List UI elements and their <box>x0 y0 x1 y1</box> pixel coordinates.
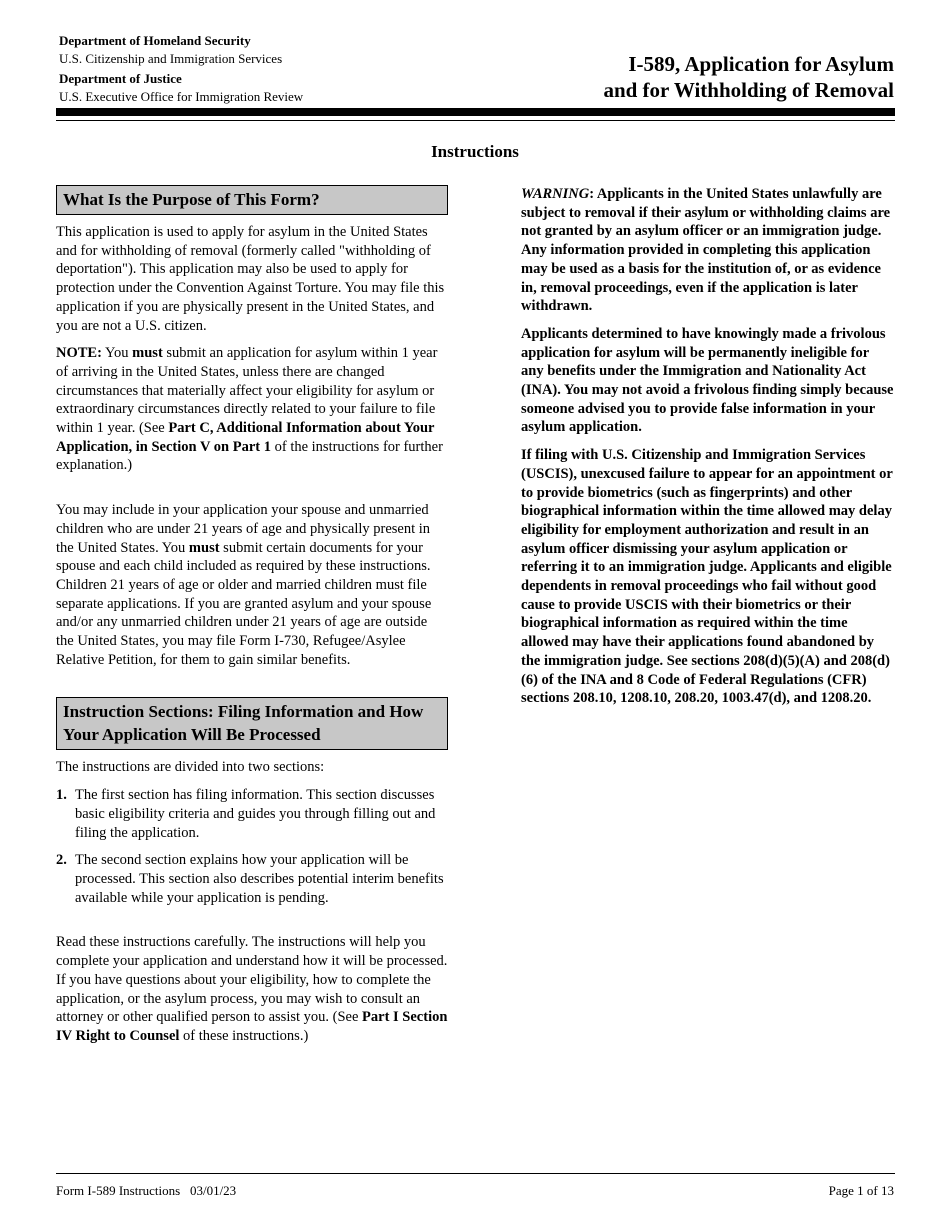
agency-block <box>59 32 303 106</box>
warning-text: : Applicants in the United States unlawfully are subject to removal if their asylum or withholding claims are not granted by an asylum officer or an immigration judge. Any information provided in completing this application may be used as a basis for the institution of, or as evidence in, removal proceedings, even if the application is later withdrawn. <box>521 186 891 315</box>
footer-page-number: Page 1 of 13 <box>828 1183 894 1198</box>
biometrics-paragraph: If filing with U.S. Citizenship and Immigration Services (USCIS), unexcused failure to appear for an appointment or to provide biometrics (such as fingerprints) and other biographical information within the time allowed may delay eligibility for employment authorization and result in an asylum officer dismissing your asylum application or referring it to an immigration judge. Applicants and eligible dependents in removal proceedings who fail without good cause to provide USCIS with their biometrics or their biographical information as required within the time allowed may have their applications found abandoned by the immigration judge. See sections 208(d)(5)(A) and 208(d)(6) of the INA and 8 Code of Federal Regulations (CFR) sections 208.10, 1208.10, 208.20, 1003.47(d), and 1208.20. <box>521 447 893 707</box>
list-item <box>56 851 448 907</box>
section-heading-instruction-sections: Instruction Sections: Filing Information and How Your Application Will Be Processed <box>56 697 448 750</box>
purpose-paragraph: This application is used to apply for asylum in the United States and for withholding of removal (formerly called "withholding of deportation"). This application may also be used to apply for protection under the Convention Against Torture. You may file this application if you are physically present in the United States, and you are not a U.S. citizen. <box>56 224 445 334</box>
frivolous-paragraph: Applicants determined to have knowingly made a frivolous application for asylum will be permanently ineligible for any benefits under the Immigration and Nationality Act (INA). You may not avoid a frivolous finding simply because someone advised you to provide false information in your asylum application. <box>521 325 894 436</box>
read-reference: Part I Section IV Right to Counsel <box>56 1009 448 1044</box>
left-column <box>56 185 448 1055</box>
warning-paragraph <box>521 185 895 316</box>
family-paragraph <box>56 501 448 669</box>
list-item <box>56 786 448 842</box>
note-text-c: of the instructions for further explanation.) <box>56 438 443 474</box>
footer-rule <box>56 1173 895 1174</box>
note-paragraph <box>56 344 448 475</box>
uscis-name: U.S. Citizenship and Immigration Services <box>59 51 283 66</box>
sections-intro: The instructions are divided into two sections: <box>56 759 325 776</box>
note-text-b: submit an application for asylum within 1 year of arriving in the United States, unless there are changed circumstances that materially affect your eligibility for asylum or extraordinary circumstances directly related to your failure to file within 1 year. (See <box>56 345 438 437</box>
footer-form-id: Form I-589 Instructions 03/01/23 <box>56 1183 237 1198</box>
eoir-name: U.S. Executive Office for Immigration Review <box>59 89 304 104</box>
list-item-number: 2. <box>56 852 67 869</box>
list-item-text: The second section explains how your application will be processed. This section also describes potential interim benefits available while your application is pending. <box>75 852 444 906</box>
read-carefully-paragraph <box>56 933 448 1045</box>
form-title <box>603 51 894 103</box>
form-title-line1: I-589, Application for Asylum <box>628 52 894 76</box>
form-title-line2: and for Withholding of Removal <box>603 78 894 102</box>
page-heading: Instructions <box>431 142 519 161</box>
section-heading-purpose: What Is the Purpose of This Form? <box>56 185 448 215</box>
note-must: must <box>132 345 163 362</box>
list-item-number: 1. <box>56 787 67 804</box>
header-rule-thick <box>56 108 895 116</box>
note-text-a: You <box>101 345 133 362</box>
dhs-name: Department of Homeland Security <box>59 33 251 48</box>
right-column <box>521 185 895 717</box>
note-reference: Part C, Additional Information about Your Application, in Section V on Part 1 <box>56 420 435 455</box>
note-label: NOTE: <box>56 345 102 362</box>
family-text-a: You may include in your application your spouse and unmarried children who are under 21 years of age and physically present in the United States. You <box>56 502 431 556</box>
family-text-b: submit certain documents for your spouse and each child included as required by these instructions. Children 21 years of age or older and married children must file separate applications. If you are granted asylum and your spouse and/or any unmarried children under 21 years of age are outside the United States, you may file Form I-730, Refugee/Asylee Relative Petition, for them to gain similar benefits. <box>56 539 432 668</box>
header-rule-thin <box>56 120 895 121</box>
warning-label: WARNING <box>521 186 590 202</box>
list-item-text: The first section has filing information. This section discusses basic eligibility criteria and guides you through filling out and filing the application. <box>75 787 436 841</box>
family-must: must <box>188 539 220 556</box>
doj-name: Department of Justice <box>59 71 182 86</box>
read-text-b: of these instructions.) <box>179 1027 309 1044</box>
read-text-a: Read these instructions carefully. The instructions will help you complete your application and understand how it will be processed. If you have questions about your eligibility, how to complete the application, or the asylum process, you may wish to consult an attorney or other qualified person to assist you. (See <box>56 934 448 1026</box>
